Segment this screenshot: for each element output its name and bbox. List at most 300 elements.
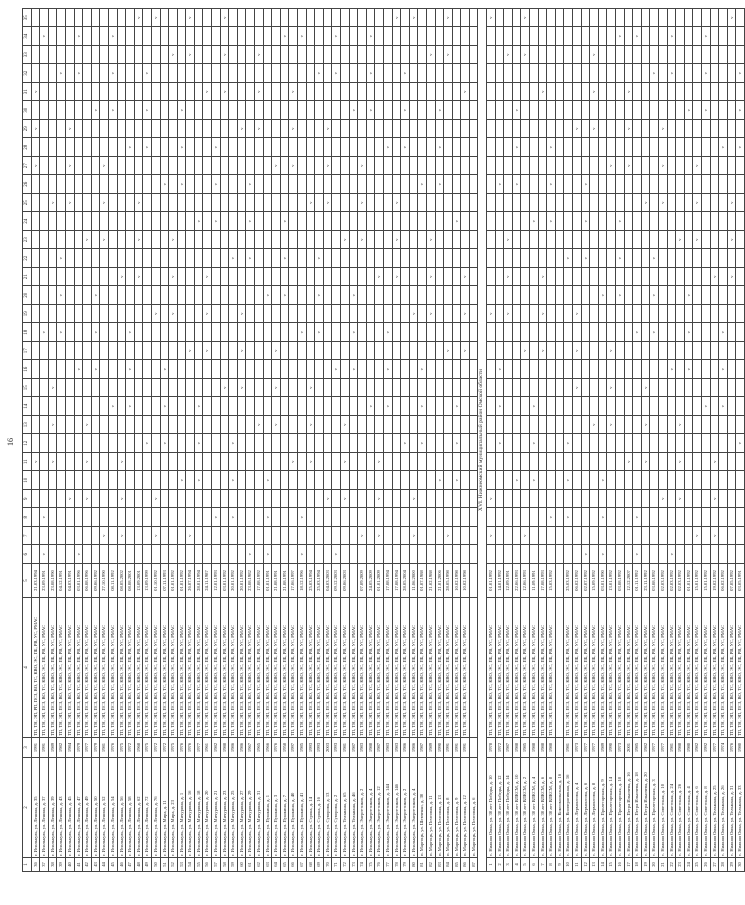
criteria-cell bbox=[220, 360, 229, 379]
criteria-cell: v bbox=[108, 101, 117, 120]
criteria-cell: v bbox=[573, 120, 582, 139]
criteria-cell bbox=[624, 508, 633, 527]
date-cell: 20.01.1992 bbox=[237, 564, 246, 598]
year-cell: 1979 bbox=[74, 738, 83, 758]
date-cell: 08.05.2002 bbox=[117, 564, 126, 598]
criteria-cell bbox=[306, 9, 315, 28]
criteria-cell bbox=[538, 138, 547, 157]
criteria-cell bbox=[151, 27, 160, 46]
criteria-cell bbox=[409, 157, 418, 176]
criteria-cell bbox=[409, 323, 418, 342]
criteria-cell bbox=[581, 120, 590, 139]
address-cell: с. Нижняя Омка, ул. Лермонтова, д. 8 bbox=[590, 758, 599, 858]
row-number: 74 bbox=[358, 858, 367, 872]
year-cell: 1968 bbox=[134, 738, 143, 758]
criteria-cell bbox=[615, 46, 624, 65]
criteria-cell bbox=[315, 138, 324, 157]
criteria-cell bbox=[624, 46, 633, 65]
criteria-cell bbox=[710, 471, 719, 490]
criteria-cell bbox=[624, 305, 633, 324]
column-number-cell: 6 bbox=[23, 545, 32, 564]
criteria-cell bbox=[126, 27, 135, 46]
criteria-cell bbox=[633, 490, 642, 509]
criteria-cell bbox=[340, 249, 349, 268]
criteria-cell bbox=[194, 379, 203, 398]
criteria-cell: v bbox=[340, 416, 349, 435]
year-cell: 1976 bbox=[727, 738, 736, 758]
criteria-cell bbox=[108, 545, 117, 564]
criteria-cell bbox=[693, 212, 702, 231]
criteria-cell bbox=[246, 305, 255, 324]
criteria-cell bbox=[272, 490, 281, 509]
criteria-cell bbox=[701, 416, 710, 435]
address-cell: г. Исилькуль, ул. Мичурина, д. 21 bbox=[212, 758, 221, 858]
criteria-cell bbox=[100, 508, 109, 527]
criteria-cell bbox=[573, 508, 582, 527]
criteria-cell: v bbox=[598, 286, 607, 305]
year-cell: 1967 bbox=[246, 738, 255, 758]
row-number: 71 bbox=[332, 858, 341, 872]
criteria-cell bbox=[272, 231, 281, 250]
criteria-cell bbox=[461, 527, 470, 546]
criteria-cell bbox=[461, 101, 470, 120]
criteria-cell bbox=[151, 157, 160, 176]
criteria-cell bbox=[246, 9, 255, 28]
criteria-cell bbox=[409, 434, 418, 453]
criteria-cell bbox=[83, 27, 92, 46]
criteria-cell bbox=[564, 157, 573, 176]
criteria-cell bbox=[91, 305, 100, 324]
criteria-cell bbox=[289, 305, 298, 324]
criteria-cell bbox=[186, 286, 195, 305]
table-row bbox=[108, 9, 117, 872]
criteria-cell bbox=[237, 194, 246, 213]
parameters-cell: ТП, ТН, ЭП, ПСЗ, ВО, ТС, КВО, ЭС, ПБ, РВ, УС, РМАС bbox=[444, 598, 453, 738]
criteria-cell bbox=[530, 101, 539, 120]
criteria-cell bbox=[289, 138, 298, 157]
criteria-cell bbox=[349, 157, 358, 176]
criteria-cell bbox=[160, 323, 169, 342]
criteria-cell bbox=[186, 416, 195, 435]
parameters-cell: ТП, ТН, ЭП, ПСЗ, ВО, ТС, КВО, ЭС, ПБ, РВ, УС, РМАС bbox=[667, 598, 676, 738]
parameters-cell: ТП, ТН, ЭП, ПСЗ, ВО, ТС, КВО, ЭС, ПБ, РВ, УС, РМАС bbox=[220, 598, 229, 738]
criteria-cell bbox=[48, 323, 57, 342]
criteria-cell bbox=[547, 286, 556, 305]
criteria-cell bbox=[229, 545, 238, 564]
criteria-cell bbox=[366, 46, 375, 65]
criteria-cell bbox=[676, 471, 685, 490]
criteria-cell bbox=[65, 527, 74, 546]
criteria-cell bbox=[435, 323, 444, 342]
criteria-cell bbox=[701, 323, 710, 342]
address-cell: г. Исилькуль, ул. Суворова, д. 13 bbox=[323, 758, 332, 858]
criteria-cell bbox=[126, 305, 135, 324]
criteria-cell bbox=[581, 305, 590, 324]
criteria-cell bbox=[126, 286, 135, 305]
row-number: 62 bbox=[255, 858, 264, 872]
criteria-cell bbox=[607, 471, 616, 490]
criteria-cell bbox=[684, 83, 693, 102]
criteria-cell bbox=[117, 138, 126, 157]
criteria-cell bbox=[590, 434, 599, 453]
criteria-cell bbox=[315, 194, 324, 213]
row-number: 5 bbox=[521, 858, 530, 872]
criteria-cell bbox=[615, 194, 624, 213]
criteria-cell bbox=[547, 231, 556, 250]
address-cell: г. Исилькуль, ул. Ленина, д. 54 bbox=[108, 758, 117, 858]
criteria-cell bbox=[504, 157, 513, 176]
criteria-cell bbox=[340, 471, 349, 490]
criteria-cell bbox=[349, 138, 358, 157]
criteria-cell bbox=[212, 453, 221, 472]
criteria-cell bbox=[521, 453, 530, 472]
criteria-cell bbox=[280, 545, 289, 564]
criteria-cell bbox=[143, 249, 152, 268]
criteria-cell bbox=[736, 286, 745, 305]
table-row bbox=[452, 9, 461, 872]
criteria-cell bbox=[547, 120, 556, 139]
address-cell: п. Маргоцк, ул. Почтовая, д. 6 bbox=[469, 758, 478, 858]
row-number: 64 bbox=[272, 858, 281, 872]
criteria-cell: v bbox=[237, 342, 246, 361]
criteria-cell bbox=[194, 268, 203, 287]
criteria-cell bbox=[169, 471, 178, 490]
criteria-cell: v bbox=[306, 379, 315, 398]
address-cell: с. Нижняя Омка, ул. Пролетарская, д. 3 bbox=[650, 758, 659, 858]
criteria-cell bbox=[693, 120, 702, 139]
criteria-cell: v bbox=[581, 249, 590, 268]
criteria-cell bbox=[392, 46, 401, 65]
row-number: 77 bbox=[383, 858, 392, 872]
criteria-cell bbox=[246, 453, 255, 472]
criteria-cell: v bbox=[701, 397, 710, 416]
criteria-cell bbox=[521, 397, 530, 416]
criteria-cell bbox=[676, 508, 685, 527]
criteria-cell: v bbox=[676, 490, 685, 509]
criteria-cell bbox=[194, 194, 203, 213]
criteria-cell bbox=[452, 453, 461, 472]
criteria-cell bbox=[590, 9, 599, 28]
criteria-cell bbox=[667, 46, 676, 65]
criteria-cell bbox=[349, 416, 358, 435]
criteria-cell bbox=[263, 157, 272, 176]
criteria-cell bbox=[710, 101, 719, 120]
criteria-cell bbox=[684, 434, 693, 453]
criteria-cell bbox=[573, 268, 582, 287]
date-cell: 12.01.1993 bbox=[212, 564, 221, 598]
parameters-cell: ТП, ТН, ЭП, ПСЗ, ВО, ТС, КВО, ЭС, ПБ, РВ, УС, РМАС bbox=[272, 598, 281, 738]
criteria-cell bbox=[237, 231, 246, 250]
criteria-cell bbox=[383, 416, 392, 435]
criteria-cell: v bbox=[323, 157, 332, 176]
criteria-cell bbox=[684, 231, 693, 250]
criteria-cell bbox=[151, 120, 160, 139]
criteria-cell bbox=[435, 9, 444, 28]
date-cell: 03.08.1992 bbox=[650, 564, 659, 598]
year-cell: 1988 bbox=[366, 738, 375, 758]
parameters-cell: ТП, ТН, ЭП, ПСЗ, ВО, ТС, КВО, ЭС, ПБ, РВ, УС, РМАС bbox=[409, 598, 418, 738]
criteria-cell: v bbox=[358, 194, 367, 213]
table-row bbox=[435, 9, 444, 872]
criteria-cell bbox=[237, 360, 246, 379]
date-cell: 21.02.1988 bbox=[426, 564, 435, 598]
criteria-cell bbox=[143, 453, 152, 472]
criteria-cell bbox=[263, 342, 272, 361]
year-cell: 1991 bbox=[31, 738, 40, 758]
criteria-cell bbox=[306, 101, 315, 120]
criteria-cell bbox=[555, 101, 564, 120]
criteria-cell bbox=[693, 27, 702, 46]
criteria-cell bbox=[658, 453, 667, 472]
parameters-cell: ТП, ТН, ЭП, ПСЗ, ВО, ТС, КВО, ЭС, ПБ, РВ, УС, РМАС bbox=[624, 598, 633, 738]
criteria-cell bbox=[358, 46, 367, 65]
criteria-cell bbox=[727, 508, 736, 527]
criteria-cell bbox=[151, 64, 160, 83]
criteria-cell bbox=[684, 46, 693, 65]
criteria-cell bbox=[444, 360, 453, 379]
criteria-cell bbox=[435, 360, 444, 379]
table-row bbox=[658, 9, 667, 872]
criteria-cell bbox=[719, 175, 728, 194]
row-number: 11 bbox=[573, 858, 582, 872]
criteria-cell bbox=[177, 323, 186, 342]
criteria-cell bbox=[624, 101, 633, 120]
criteria-cell: v bbox=[151, 490, 160, 509]
parameters-cell: ТП, ТН, ЭП, ПСЗ, ВО, ТС, КВО, ЭС, ПБ, РВ, УС, РМАС bbox=[658, 598, 667, 738]
year-cell: 1981 bbox=[340, 738, 349, 758]
criteria-cell bbox=[280, 305, 289, 324]
criteria-cell bbox=[48, 64, 57, 83]
criteria-cell bbox=[177, 342, 186, 361]
criteria-cell bbox=[186, 194, 195, 213]
criteria-cell bbox=[452, 416, 461, 435]
criteria-cell bbox=[392, 138, 401, 157]
criteria-cell bbox=[134, 46, 143, 65]
criteria-cell bbox=[461, 157, 470, 176]
criteria-cell bbox=[65, 9, 74, 28]
criteria-cell bbox=[151, 101, 160, 120]
year-cell: 1981 bbox=[100, 738, 109, 758]
criteria-cell bbox=[255, 527, 264, 546]
criteria-cell bbox=[289, 490, 298, 509]
column-number-cell: 19 bbox=[23, 305, 32, 324]
criteria-cell bbox=[74, 138, 83, 157]
year-cell: 1977 bbox=[650, 738, 659, 758]
criteria-cell bbox=[358, 249, 367, 268]
criteria-cell bbox=[229, 342, 238, 361]
criteria-cell: v bbox=[280, 249, 289, 268]
criteria-cell: v bbox=[693, 527, 702, 546]
criteria-cell bbox=[401, 27, 410, 46]
table-row bbox=[31, 9, 40, 872]
criteria-cell bbox=[452, 194, 461, 213]
column-number-cell: 12 bbox=[23, 434, 32, 453]
criteria-cell bbox=[289, 397, 298, 416]
criteria-cell bbox=[547, 305, 556, 324]
criteria-cell bbox=[530, 175, 539, 194]
criteria-cell bbox=[340, 194, 349, 213]
criteria-cell bbox=[48, 101, 57, 120]
criteria-cell bbox=[160, 268, 169, 287]
criteria-cell bbox=[650, 453, 659, 472]
criteria-cell bbox=[710, 286, 719, 305]
criteria-cell bbox=[624, 471, 633, 490]
criteria-cell bbox=[220, 249, 229, 268]
date-cell: 27.10.1990 bbox=[100, 564, 109, 598]
criteria-cell bbox=[426, 83, 435, 102]
criteria-cell bbox=[650, 120, 659, 139]
criteria-cell bbox=[366, 434, 375, 453]
criteria-cell bbox=[306, 434, 315, 453]
criteria-cell bbox=[693, 342, 702, 361]
criteria-cell bbox=[65, 379, 74, 398]
criteria-cell bbox=[186, 471, 195, 490]
criteria-cell bbox=[212, 379, 221, 398]
criteria-cell bbox=[169, 157, 178, 176]
criteria-cell bbox=[667, 194, 676, 213]
criteria-cell: v bbox=[538, 305, 547, 324]
criteria-cell bbox=[229, 46, 238, 65]
criteria-cell bbox=[366, 83, 375, 102]
date-cell: 18.12.1996 bbox=[298, 564, 307, 598]
criteria-cell: v bbox=[495, 175, 504, 194]
date-cell: 01.01.1992 bbox=[487, 564, 496, 598]
criteria-cell bbox=[615, 83, 624, 102]
criteria-cell bbox=[401, 379, 410, 398]
criteria-cell bbox=[624, 416, 633, 435]
criteria-cell bbox=[487, 508, 496, 527]
criteria-cell bbox=[358, 416, 367, 435]
criteria-cell bbox=[530, 46, 539, 65]
criteria-cell bbox=[237, 508, 246, 527]
criteria-cell bbox=[48, 490, 57, 509]
criteria-cell bbox=[564, 545, 573, 564]
table-row bbox=[349, 9, 358, 872]
criteria-cell bbox=[340, 527, 349, 546]
criteria-cell bbox=[280, 360, 289, 379]
criteria-cell: v bbox=[289, 157, 298, 176]
criteria-cell bbox=[160, 342, 169, 361]
criteria-cell: v bbox=[426, 305, 435, 324]
criteria-cell bbox=[426, 64, 435, 83]
criteria-cell bbox=[504, 9, 513, 28]
criteria-cell bbox=[487, 323, 496, 342]
criteria-cell bbox=[220, 342, 229, 361]
criteria-cell bbox=[91, 138, 100, 157]
criteria-cell bbox=[323, 453, 332, 472]
criteria-cell: v bbox=[461, 268, 470, 287]
criteria-cell bbox=[641, 138, 650, 157]
criteria-cell bbox=[701, 157, 710, 176]
table-row bbox=[521, 9, 530, 872]
criteria-cell: v bbox=[667, 545, 676, 564]
criteria-cell: v bbox=[504, 268, 513, 287]
table-row bbox=[727, 9, 736, 872]
table-row bbox=[40, 9, 49, 872]
criteria-cell bbox=[194, 360, 203, 379]
criteria-cell bbox=[598, 268, 607, 287]
address-cell: г. Исилькуль, ул. Мичурина, д. 16 bbox=[186, 758, 195, 858]
criteria-cell bbox=[469, 138, 478, 157]
criteria-cell bbox=[547, 416, 556, 435]
criteria-cell bbox=[658, 508, 667, 527]
criteria-cell bbox=[315, 508, 324, 527]
criteria-cell bbox=[452, 157, 461, 176]
criteria-cell bbox=[452, 360, 461, 379]
parameters-cell: ТП, ТН, ЭП, ПСЗ, ВО, ТС, КВО, ЭС, ПБ, РВ, УС, РМАС bbox=[461, 598, 470, 738]
criteria-cell bbox=[31, 286, 40, 305]
criteria-cell: v bbox=[349, 286, 358, 305]
criteria-cell bbox=[134, 286, 143, 305]
address-cell: п. Маргоцк, ул. Почтовая, д. 13 bbox=[435, 758, 444, 858]
criteria-cell bbox=[547, 379, 556, 398]
criteria-cell bbox=[547, 27, 556, 46]
criteria-cell bbox=[530, 323, 539, 342]
criteria-cell bbox=[676, 249, 685, 268]
table-row bbox=[598, 9, 607, 872]
criteria-cell bbox=[263, 194, 272, 213]
row-number: 17 bbox=[624, 858, 633, 872]
criteria-cell bbox=[701, 194, 710, 213]
criteria-cell bbox=[461, 323, 470, 342]
criteria-cell bbox=[186, 360, 195, 379]
date-cell: 15.03.1992 bbox=[547, 564, 556, 598]
criteria-cell bbox=[332, 101, 341, 120]
criteria-cell: v bbox=[83, 231, 92, 250]
criteria-cell bbox=[126, 490, 135, 509]
criteria-cell bbox=[229, 416, 238, 435]
address-cell: с. Нижняя Омка, ул. Пролетарская, д. 14 bbox=[607, 758, 616, 858]
criteria-cell bbox=[461, 194, 470, 213]
criteria-cell bbox=[203, 194, 212, 213]
criteria-cell bbox=[547, 434, 556, 453]
criteria-cell bbox=[48, 157, 57, 176]
parameters-cell: ТП, ТН, ЭП, ПСЗ, ВО, ТС, КВО, ЭС, ПБ, РВ, УС, РМАС bbox=[298, 598, 307, 738]
criteria-cell bbox=[615, 434, 624, 453]
criteria-cell bbox=[693, 508, 702, 527]
criteria-cell bbox=[375, 471, 384, 490]
row-number: 49 bbox=[143, 858, 152, 872]
criteria-cell bbox=[573, 397, 582, 416]
parameters-cell: ТП, ТН, ЭП, ПСЗ, ВО, ТС, КВО, ЭС, ПБ, РВ, УС, РМАС bbox=[547, 598, 556, 738]
year-cell bbox=[555, 738, 564, 758]
criteria-cell bbox=[736, 416, 745, 435]
criteria-cell bbox=[83, 9, 92, 28]
criteria-cell bbox=[151, 453, 160, 472]
criteria-cell bbox=[117, 379, 126, 398]
criteria-cell: v bbox=[710, 527, 719, 546]
criteria-cell bbox=[332, 490, 341, 509]
criteria-cell bbox=[435, 490, 444, 509]
criteria-cell bbox=[444, 397, 453, 416]
criteria-cell bbox=[684, 138, 693, 157]
rotated-register-table bbox=[22, 8, 743, 872]
criteria-cell bbox=[452, 175, 461, 194]
criteria-cell bbox=[693, 416, 702, 435]
row-number: 4 bbox=[512, 858, 521, 872]
criteria-cell bbox=[590, 379, 599, 398]
criteria-cell bbox=[727, 286, 736, 305]
criteria-cell: v bbox=[160, 397, 169, 416]
criteria-cell: v bbox=[676, 231, 685, 250]
row-number: 10 bbox=[564, 858, 573, 872]
criteria-cell bbox=[650, 231, 659, 250]
criteria-cell bbox=[598, 453, 607, 472]
criteria-cell bbox=[633, 83, 642, 102]
criteria-cell bbox=[710, 342, 719, 361]
criteria-cell bbox=[538, 360, 547, 379]
criteria-cell bbox=[255, 434, 264, 453]
